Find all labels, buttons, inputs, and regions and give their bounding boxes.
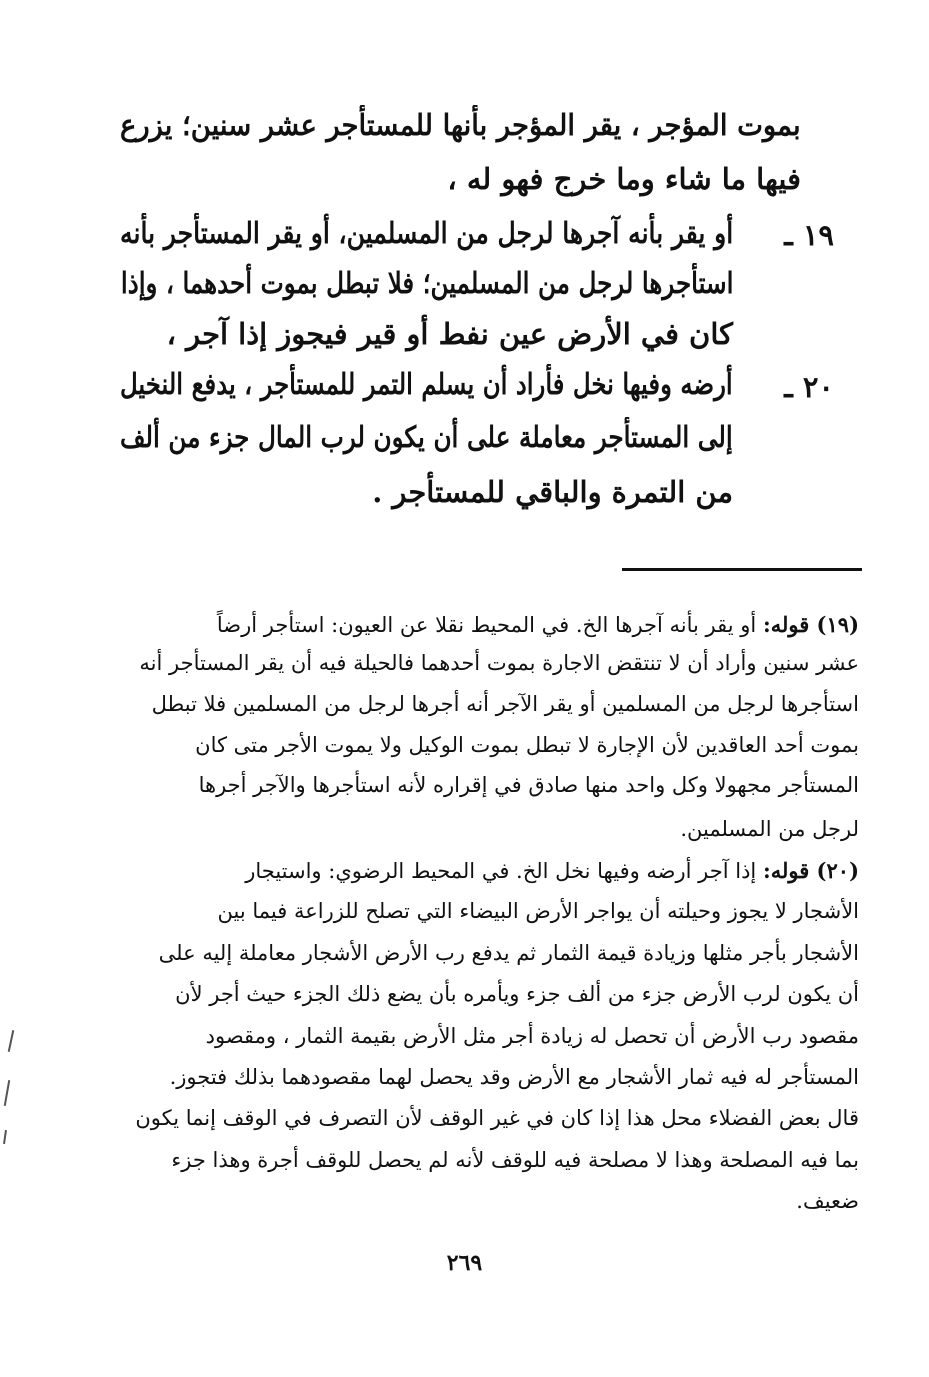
footnote-line: الأشجار لا يجوز وحيلته أن يواجر الأرض البيضاء التي تصلح للزراعة فيما بين <box>217 899 859 923</box>
page-number: ٢٦٩ <box>446 1250 483 1276</box>
footnote-separator <box>622 568 862 571</box>
footnote-line: عشر سنين وأراد أن لا تنتقض الاجارة بموت أحدهما فالحيلة فيه أن يقر المستأجر أنه <box>139 651 859 675</box>
scan-mark <box>8 1030 15 1052</box>
footnote-line: المستأجر مجهولا وكل واحد منها صادق في إقراره لأنه استأجرها والآجر أجرها <box>198 773 859 797</box>
footnote-label: (١٩) قوله: <box>762 612 859 637</box>
footnote-line: قال بعض الفضلاء محل هذا إذا كان في غير الوقف لأن التصرف في الوقف إنما يكون <box>135 1106 859 1130</box>
footnote-line: مقصود رب الأرض أن تحصل له زيادة أجر مثل الأرض بقيمة الثمار ، ومقصود <box>205 1024 859 1048</box>
item-number-20: ٢٠ ـ <box>784 370 834 404</box>
footnote-line <box>245 858 859 883</box>
footnote-line: أن يكون لرب الأرض جزء من ألف جزء ويأمره بأن يضع ذلك الجزء حيث أجر لأن <box>175 982 859 1006</box>
footnote-line: ضعيف. <box>796 1189 859 1213</box>
scan-mark <box>3 1130 7 1144</box>
item-number-19: ١٩ ـ <box>784 218 834 252</box>
main-line: استأجرها لرجل من المسلمين؛ فلا تبطل بموت أحدهما ، وإذا <box>120 266 733 300</box>
main-line: بموت المؤجر ، يقر المؤجر بأنها للمستأجر عشر سنين؛ يزرع <box>120 108 801 142</box>
footnote-line: الأشجار بأجر مثلها وزيادة قيمة الثمار ثم يدفع رب الأرض الأشجار معاملة إليه على <box>158 941 859 965</box>
footnote-label: (٢٠) قوله: <box>762 858 859 883</box>
footnote-text: إذا آجر أرضه وفيها نخل الخ. في المحيط الرضوي: واستيجار <box>245 859 757 883</box>
footnote-line: لرجل من المسلمين. <box>680 817 859 841</box>
main-line: إلى المستأجر معاملة على أن يكون لرب المال جزء من ألف <box>120 420 733 454</box>
footnote-line: بموت أحد العاقدين لأن الإجارة لا تبطل بموت الوكيل ولا يموت الأجر متى كان <box>195 733 859 757</box>
footnote-line: بما فيه المصلحة وهذا لا مصلحة فيه للوقف لأنه لم يحصل للوقف أجرة وهذا جزء <box>171 1148 859 1172</box>
main-line: فيها ما شاء وما خرج فهو له ، <box>447 162 801 196</box>
main-line: من التمرة والباقي للمستأجر . <box>372 475 733 509</box>
footnote-line: المستأجر له فيه ثمار الأشجار مع الأرض وقد يحصل لهما مقصودهما بذلك فتجوز. <box>169 1065 859 1089</box>
footnote-line: استأجرها لرجل من المسلمين أو يقر الآجر أنه أجرها لرجل من المسلمين فلا تبطل <box>151 692 859 716</box>
main-line: أرضه وفيها نخل فأراد أن يسلم التمر للمستأجر ، يدفع النخيل <box>120 367 733 401</box>
footnote-text: أو يقر بأنه آجرها الخ. في المحيط نقلا عن العيون: استأجر أرضاً <box>216 613 757 637</box>
main-line: كان في الأرض عين نفط أو قير فيجوز إذا آجر ، <box>166 317 733 351</box>
main-line: أو يقر بأنه آجرها لرجل من المسلمين، أو يقر المستأجر بأنه <box>119 216 733 250</box>
footnote-line <box>217 612 859 637</box>
scan-mark <box>4 1080 10 1106</box>
